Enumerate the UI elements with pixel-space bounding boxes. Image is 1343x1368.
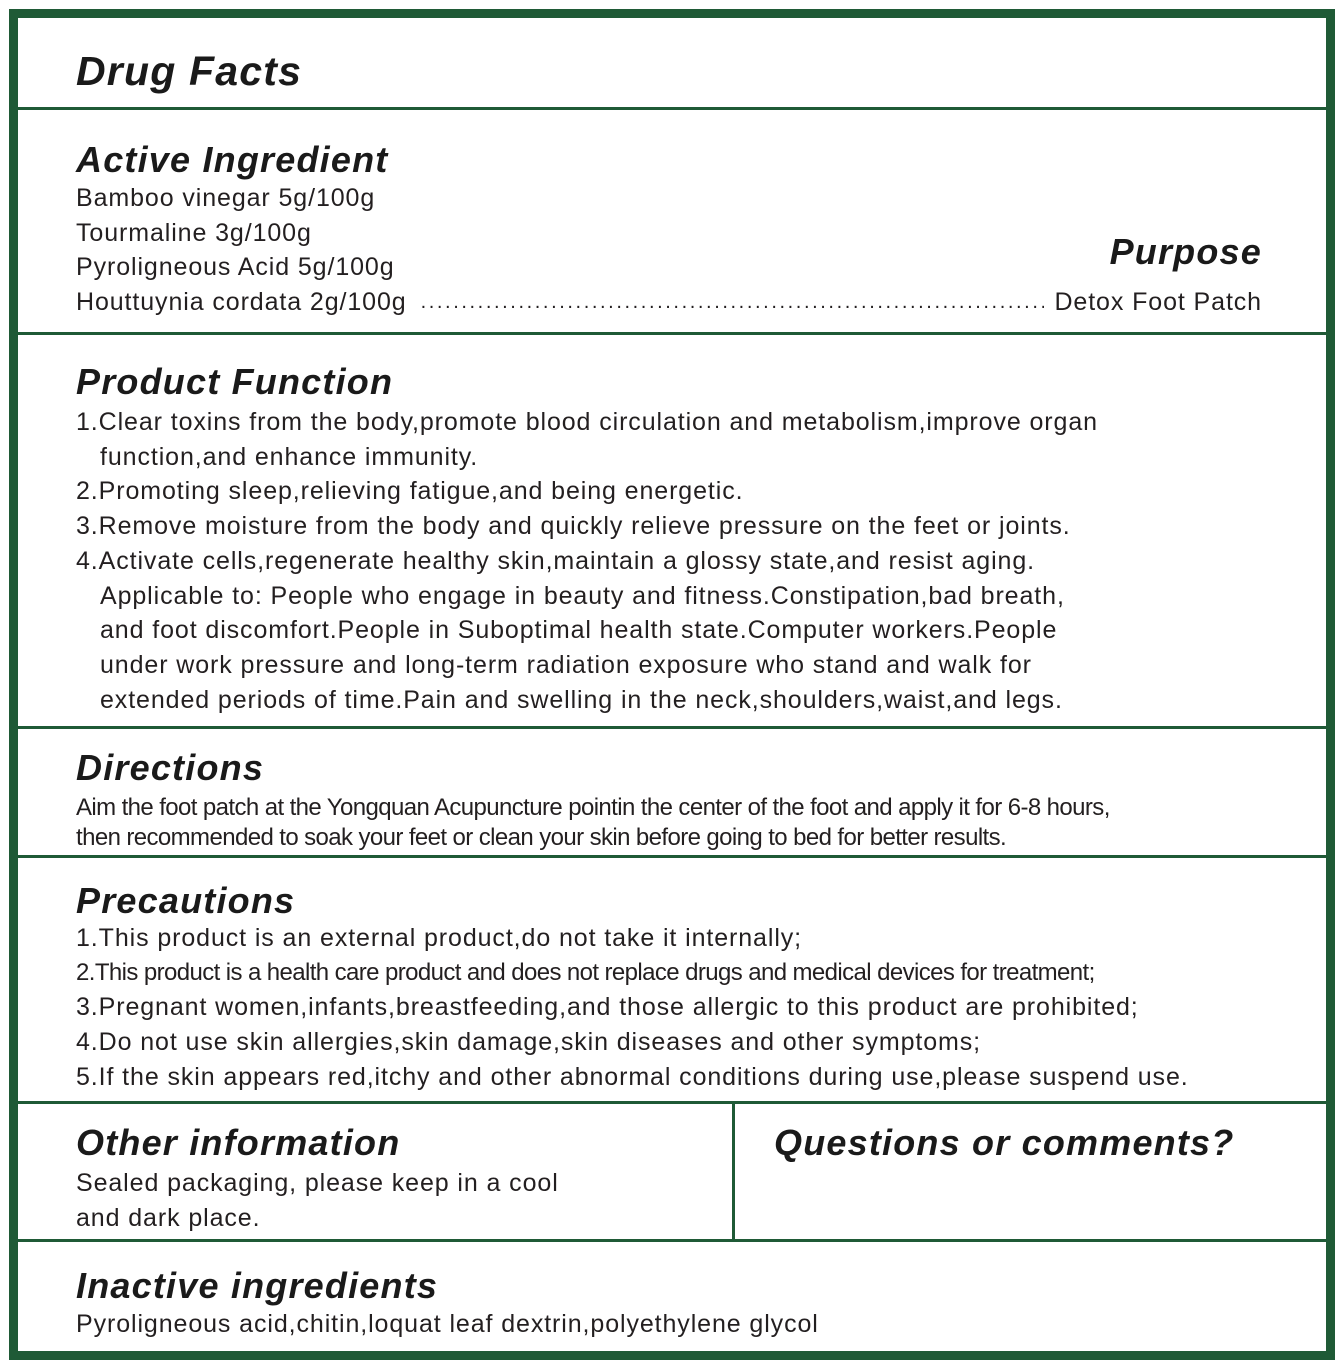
active-ingredient-item: Houttuynia cordata 2g/100g — [76, 288, 407, 316]
dot-leader — [421, 287, 1045, 317]
precautions-list — [76, 921, 1189, 1095]
inactive-ingredients-heading: Inactive ingredients — [76, 1265, 439, 1306]
product-function-line: 2.Promoting sleep,relieving fatigue,and being energetic. — [76, 477, 744, 506]
precaution-item: 1.This product is an external product,do not take it internally; — [76, 924, 803, 952]
active-ingredient-item: Bamboo vinegar 5g/100g — [76, 184, 376, 212]
section-divider — [18, 1101, 1326, 1104]
directions-line: Aim the foot patch at the Yongquan Acupuncture pointin the center of the foot and apply it for 6-8 hours, — [76, 794, 1110, 821]
section-divider — [18, 855, 1326, 858]
precaution-item: 5.If the skin appears red,itchy and other abnormal conditions during use,please suspend use. — [76, 1062, 1189, 1091]
precaution-item: 4.Do not use skin allergies,skin damage,skin diseases and other symptoms; — [76, 1028, 982, 1057]
inactive-ingredients-line: Pyroligneous acid,chitin,loquat leaf dextrin,polyethylene glycol — [76, 1310, 819, 1338]
directions-heading: Directions — [76, 747, 265, 788]
column-divider — [732, 1101, 735, 1242]
active-ingredient-heading: Active Ingredient — [76, 139, 389, 180]
product-function-text — [76, 405, 1098, 717]
section-divider — [18, 1239, 1326, 1242]
section-divider — [18, 332, 1326, 335]
active-ingredient-item: Pyroligneous Acid 5g/100g — [76, 253, 395, 282]
section-divider — [18, 107, 1326, 110]
precaution-item: 2.This product is a health care product and does not replace drugs and medical devices for treatment; — [76, 958, 1095, 986]
questions-heading: Questions or comments? — [774, 1122, 1235, 1163]
product-function-line: Applicable to: People who engage in beauty and fitness.Constipation,bad breath, — [100, 581, 1065, 610]
product-function-line: 3.Remove moisture from the body and quickly relieve pressure on the feet or joints. — [76, 512, 1071, 541]
active-ingredient-item: Tourmaline 3g/100g — [76, 218, 312, 247]
other-information-line: Sealed packaging, please keep in a cool — [76, 1169, 559, 1197]
product-function-line: extended periods of time.Pain and swelling in the neck,shoulders,waist,and legs. — [100, 685, 1063, 714]
product-function-line: under work pressure and long-term radiation exposure who stand and walk for — [100, 650, 1032, 679]
active-ingredient-list — [76, 181, 395, 285]
precaution-item: 3.Pregnant women,infants,breastfeeding,and those allergic to this product are prohibited; — [76, 993, 1139, 1022]
directions-text — [76, 793, 1110, 853]
purpose-row — [76, 281, 1262, 317]
purpose-value: Detox Foot Patch — [1054, 288, 1262, 316]
other-information-text — [76, 1166, 559, 1235]
section-divider — [18, 726, 1326, 729]
purpose-heading: Purpose — [1109, 231, 1262, 272]
other-information-line: and dark place. — [76, 1203, 261, 1232]
inactive-ingredients-text — [76, 1307, 819, 1342]
directions-line: then recommended to soak your feet or clean your skin before going to bed for better results. — [76, 824, 1007, 851]
precautions-heading: Precautions — [76, 880, 296, 921]
other-information-heading: Other information — [76, 1122, 401, 1163]
page-title: Drug Facts — [76, 48, 303, 94]
product-function-line: and foot discomfort.People in Suboptimal health state.Computer workers.People — [100, 616, 1058, 645]
product-function-heading: Product Function — [76, 361, 394, 402]
product-function-line: 1.Clear toxins from the body,promote blood circulation and metabolism,improve organ — [76, 408, 1098, 436]
product-function-line: function,and enhance immunity. — [100, 442, 479, 471]
drug-facts-panel — [9, 9, 1335, 1360]
product-function-line: 4.Activate cells,regenerate healthy skin,maintain a glossy state,and resist aging. — [76, 546, 1036, 575]
